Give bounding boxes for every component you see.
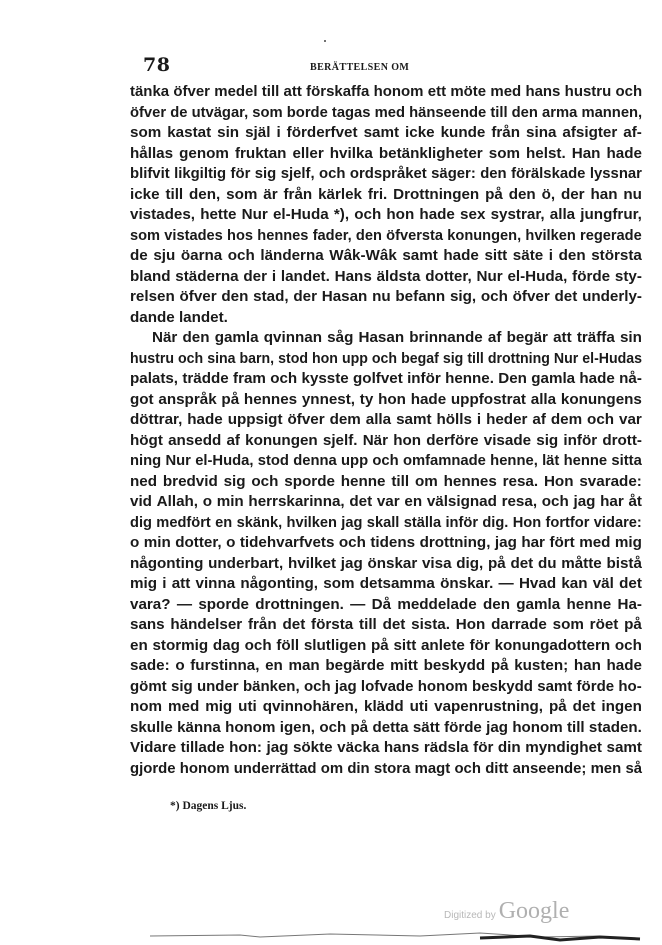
text-line: ned bredvid sig och sporde henne till om hennes resa. Hon svarade:	[130, 472, 642, 490]
text-line: bland städerna der i landet. Hans äldsta dotter, Nur el-Huda, förde sty-	[130, 267, 642, 285]
scan-bottom-edge	[0, 928, 662, 945]
text-line: palats, trädde fram och kysste golfvet inför henne. Den gamla hade nå-	[130, 370, 642, 387]
text-line: vid Allah, o min herrskarinna, det var en välsignad resa, och jag har åt	[130, 493, 642, 510]
text-line: någonting underbart, hvilket jag önskar visa dig, på det du måtte bistå	[130, 554, 642, 572]
text-line: mig i att vinna någonting, som detsamma önskar. — Hvad kan väl det	[130, 575, 642, 592]
page-number: 78	[143, 54, 171, 76]
text-line: blifvit likgiltig för sig sjelf, och ordspråket säger: den förälskade lyssnar	[130, 165, 642, 182]
text-line: gjorde honom underrättad om din stora magt och ditt anseende; men så	[130, 759, 643, 777]
text-line: Vidare tillade hon: jag sökte väcka hans rädsla för din myndighet samt	[130, 739, 642, 756]
text-line: nom med mig uti qvinnohären, klädd uti vapenrustning, på det ingen	[130, 698, 642, 715]
text-line: dig medfört en skänk, hvilken jag skall ställa inför dig. Hon fortfor vidare:	[130, 513, 642, 531]
text-line: gömt sig under bänken, och jag lofvade honom beskydd samt förde ho-	[130, 677, 642, 695]
footnote: *) Dagens Ljus.	[170, 800, 247, 812]
text-line: sans händelser från det första till det sista. Hon darrade som röet på	[130, 616, 642, 633]
text-line: relsen öfver den stad, der Hasan nu befann sig, och öfver det underly-	[130, 288, 642, 305]
text-line: tänka öfver medel till att förskaffa honom ett möte med hans hustru och	[130, 83, 643, 100]
text-line: dande landet.	[130, 308, 228, 326]
text-line: got anspråk på hennes ynnest, ty hon hade uppfostrat alla konungens	[130, 390, 642, 408]
text-line: vistades, hette Nur el-Huda *), och hon hade sex systrar, alla jungfrur,	[130, 206, 642, 223]
google-watermark	[444, 898, 569, 925]
text-line: döttrar, hade uppsigt öfver dem alla samt hölls i heder af dem och var	[130, 411, 642, 428]
text-line: öfver de utvägar, som borde tagas med hänseende till den arma mannen,	[130, 103, 643, 121]
text-line: sade: o furstinna, en man begärde mitt beskydd på kusten; han hade	[130, 657, 642, 674]
text-line: ning Nur el-Huda, stod denna upp och omfamnade henne, lät henne sitta	[130, 452, 642, 469]
text-line: icke till den, som är från kärlek fri. Drottningen på den ö, der han nu	[130, 185, 642, 203]
text-line: de sju öarna och länderna Wâk-Wâk samt hade sitt säte i den största	[130, 247, 642, 264]
watermark-google-logo: Google	[498, 898, 570, 924]
text-line: hållas genom fruktan eller hvilka betänkligheter som helst. Han hade	[130, 144, 642, 162]
text-line: vara? — sporde drottningen. — Då meddelade den gamla henne Ha-	[130, 595, 642, 613]
text-line: högt ansedd af konungen sjelf. När hon derföre visade sig inför drott-	[130, 431, 642, 449]
body-text	[130, 82, 642, 779]
watermark-digitized-by: Digitized by	[444, 910, 496, 921]
running-head: BERÄTTELSEN OM	[310, 62, 410, 73]
text-line: o min dotter, o tidehvarfvets och tidens drottning, jag har fört med mig	[130, 534, 642, 551]
scan-dot-mark	[324, 40, 326, 42]
text-line: en stormig dag och föll slutligen på sitt anlete för konungadottern och	[130, 636, 642, 654]
text-line: skulle känna honom igen, och på detta sätt förde jag honom till staden.	[130, 718, 642, 736]
text-line: som vistades hos hennes fader, den öfversta konungen, hvilken regerade	[130, 226, 642, 244]
text-line: hustru och sina barn, stod hon upp och begaf sig till drottning Nur el-Hudas	[130, 349, 643, 367]
text-line: som kastat sin själ i förderfvet samt icke kunde från sina afsigter af-	[130, 124, 642, 141]
text-line: När den gamla qvinnan såg Hasan brinnande af begär att träffa sin	[152, 329, 642, 346]
